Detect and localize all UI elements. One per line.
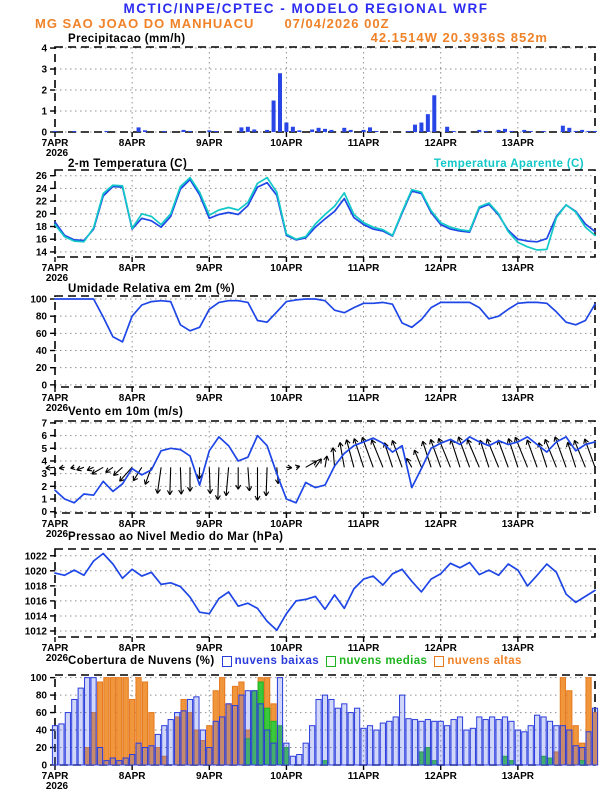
svg-text:12APR: 12APR — [424, 393, 457, 404]
svg-text:8APR: 8APR — [118, 263, 146, 274]
svg-text:1012: 1012 — [24, 626, 47, 638]
svg-text:7APR: 7APR — [41, 263, 69, 274]
svg-text:1014: 1014 — [24, 611, 47, 623]
svg-text:7APR: 7APR — [41, 771, 69, 782]
svg-text:1: 1 — [41, 494, 47, 506]
coords-label: 42.1514W 20.3936S 852m — [370, 30, 548, 45]
svg-text:12APR: 12APR — [424, 771, 457, 782]
svg-text:13APR: 13APR — [501, 643, 534, 654]
svg-text:11APR: 11APR — [347, 393, 380, 404]
svg-text:11APR: 11APR — [347, 643, 380, 654]
svg-text:40: 40 — [35, 346, 47, 358]
panel-title-wind: Vento em 10m (m/s) — [68, 406, 184, 418]
svg-text:7APR: 7APR — [41, 138, 69, 149]
svg-text:24: 24 — [35, 183, 47, 195]
svg-text:18: 18 — [35, 222, 47, 234]
svg-text:2026: 2026 — [45, 653, 69, 664]
svg-text:8APR: 8APR — [118, 643, 146, 654]
svg-text:12APR: 12APR — [424, 643, 457, 654]
svg-text:3: 3 — [41, 64, 47, 76]
svg-text:14: 14 — [35, 247, 47, 259]
svg-text:4: 4 — [41, 43, 47, 55]
svg-text:1022: 1022 — [24, 551, 47, 563]
svg-text:10APR: 10APR — [270, 138, 303, 149]
svg-text:10APR: 10APR — [270, 263, 303, 274]
panel-title-clouds: Cobertura de Nuvens (%) — [68, 655, 215, 667]
svg-text:22: 22 — [35, 196, 47, 208]
svg-text:13APR: 13APR — [501, 771, 534, 782]
svg-text:1016: 1016 — [24, 596, 47, 608]
svg-text:0: 0 — [41, 380, 47, 392]
svg-text:4: 4 — [41, 456, 47, 468]
svg-text:7APR: 7APR — [41, 643, 69, 654]
svg-text:5: 5 — [41, 443, 47, 455]
legend-apparent-temperature: Temperatura Aparente (C) — [433, 158, 584, 170]
svg-text:6: 6 — [41, 431, 47, 443]
svg-text:100: 100 — [30, 673, 47, 685]
svg-text:0: 0 — [41, 760, 47, 772]
svg-text:80: 80 — [35, 311, 47, 323]
svg-text:100: 100 — [30, 294, 47, 306]
svg-text:9APR: 9APR — [195, 643, 223, 654]
svg-text:9APR: 9APR — [195, 519, 223, 530]
svg-text:12APR: 12APR — [424, 519, 457, 530]
legend-mid-clouds-label: nuvens medias — [339, 655, 428, 667]
svg-text:11APR: 11APR — [347, 771, 380, 782]
svg-text:2026: 2026 — [45, 148, 69, 159]
svg-text:80: 80 — [35, 690, 47, 702]
svg-text:13APR: 13APR — [501, 263, 534, 274]
panel-title-precipitation: Precipitacao (mm/h) — [68, 33, 186, 45]
svg-text:2026: 2026 — [45, 273, 69, 284]
svg-text:9APR: 9APR — [195, 771, 223, 782]
svg-text:9APR: 9APR — [195, 263, 223, 274]
svg-text:2: 2 — [41, 481, 47, 493]
svg-text:8APR: 8APR — [118, 519, 146, 530]
svg-text:2026: 2026 — [45, 403, 69, 414]
svg-text:7APR: 7APR — [41, 519, 69, 530]
panel-title-humidity: Umidade Relativa em 2m (%) — [68, 283, 235, 295]
svg-text:1020: 1020 — [24, 566, 47, 578]
svg-text:7: 7 — [41, 418, 47, 430]
svg-text:20: 20 — [35, 363, 47, 375]
svg-text:8APR: 8APR — [118, 393, 146, 404]
svg-text:2026: 2026 — [45, 781, 69, 792]
svg-text:8APR: 8APR — [118, 138, 146, 149]
svg-text:13APR: 13APR — [501, 519, 534, 530]
svg-text:2: 2 — [41, 85, 47, 97]
page-title: MCTIC/INPE/CPTEC - MODELO REGIONAL WRF — [123, 1, 489, 16]
svg-text:0: 0 — [41, 507, 47, 519]
svg-text:0: 0 — [41, 127, 47, 139]
svg-text:10APR: 10APR — [270, 771, 303, 782]
svg-text:3: 3 — [41, 469, 47, 481]
svg-text:10APR: 10APR — [270, 393, 303, 404]
station-name: MG SAO JOAO DO MANHUACU — [35, 16, 255, 31]
svg-text:8APR: 8APR — [118, 771, 146, 782]
svg-text:60: 60 — [35, 328, 47, 340]
legend-high-clouds-label: nuvens altas — [447, 655, 522, 667]
svg-text:40: 40 — [35, 725, 47, 737]
svg-text:12APR: 12APR — [424, 263, 457, 274]
panel-title-pressure: Pressao ao Nivel Medio do Mar (hPa) — [68, 531, 284, 543]
svg-text:26: 26 — [35, 171, 47, 183]
svg-text:12APR: 12APR — [424, 138, 457, 149]
svg-text:11APR: 11APR — [347, 519, 380, 530]
svg-text:60: 60 — [35, 708, 47, 720]
run-datetime: 07/04/2026 00Z — [284, 16, 390, 31]
svg-text:9APR: 9APR — [195, 393, 223, 404]
svg-text:11APR: 11APR — [347, 263, 380, 274]
svg-text:13APR: 13APR — [501, 138, 534, 149]
svg-text:13APR: 13APR — [501, 393, 534, 404]
svg-text:11APR: 11APR — [347, 138, 380, 149]
svg-text:10APR: 10APR — [270, 643, 303, 654]
svg-text:2026: 2026 — [45, 529, 69, 540]
panel-title-temperature: 2-m Temperatura (C) — [68, 158, 188, 170]
svg-text:10APR: 10APR — [270, 519, 303, 530]
svg-text:20: 20 — [35, 209, 47, 221]
svg-text:7APR: 7APR — [41, 393, 69, 404]
svg-text:1018: 1018 — [24, 581, 47, 593]
legend-low-clouds-label: nuvens baixas — [234, 655, 320, 667]
svg-text:16: 16 — [35, 234, 47, 246]
svg-text:20: 20 — [35, 743, 47, 755]
svg-text:9APR: 9APR — [195, 138, 223, 149]
svg-text:1: 1 — [41, 106, 47, 118]
